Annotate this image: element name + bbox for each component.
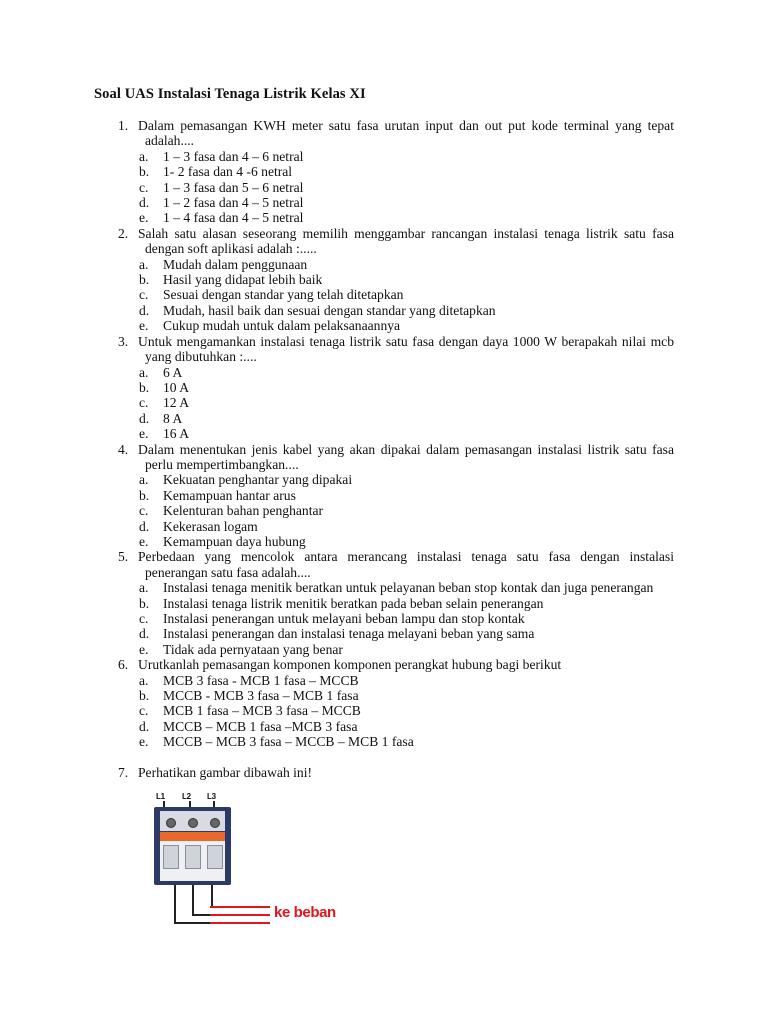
option-text: Instalasi penerangan dan instalasi tenaga melayani beban yang sama <box>163 626 535 642</box>
question-spacer <box>118 750 674 765</box>
answer-option <box>118 719 674 734</box>
answer-option <box>118 596 674 611</box>
phase-label-l3: L3 <box>207 792 216 801</box>
answer-options <box>118 365 674 442</box>
output-wire-3-vertical <box>211 885 213 907</box>
mcb-3-phase-image <box>154 807 231 885</box>
answer-option <box>118 503 674 518</box>
option-text: 1- 2 fasa dan 4 -6 netral <box>163 164 293 180</box>
option-text: Kekerasan logam <box>163 518 258 534</box>
option-letter: a. <box>139 580 149 596</box>
answer-option <box>118 195 674 210</box>
question-number: 4. <box>118 441 129 457</box>
option-letter: c. <box>139 703 149 719</box>
question-number: 3. <box>118 333 129 349</box>
question-number: 1. <box>118 118 129 133</box>
mcb-lever-3 <box>207 845 223 869</box>
load-label: ke beban <box>274 904 336 921</box>
option-letter: d. <box>139 195 150 211</box>
option-text: Instalasi penerangan untuk melayani beban lampu dan stop kontak <box>163 611 525 626</box>
option-letter: c. <box>139 395 149 411</box>
question-2 <box>118 226 674 334</box>
answer-option <box>118 688 674 703</box>
question-5 <box>118 549 674 657</box>
load-line-1 <box>210 906 270 908</box>
option-letter: c. <box>139 611 149 626</box>
question-7 <box>118 765 674 780</box>
option-letter: b. <box>139 379 150 395</box>
load-line-2 <box>210 914 270 916</box>
option-letter: a. <box>139 256 149 272</box>
answer-option <box>118 149 674 164</box>
option-letter: e. <box>139 426 149 442</box>
option-letter: e. <box>139 210 149 226</box>
option-letter: d. <box>139 718 150 734</box>
option-text: Tidak ada pernyataan yang benar <box>163 641 343 657</box>
answer-option <box>118 411 674 426</box>
answer-option <box>118 534 674 549</box>
option-text: Mudah dalam penggunaan <box>163 256 308 272</box>
option-text: Mudah, hasil baik dan sesuai dengan standar yang ditetapkan <box>163 302 496 318</box>
option-text: Sesuai dengan standar yang telah ditetapkan <box>163 287 404 303</box>
answer-option <box>118 272 674 287</box>
answer-option <box>118 580 674 595</box>
option-text: 6 A <box>163 364 183 380</box>
answer-options <box>118 472 674 549</box>
option-text: MCB 1 fasa – MCB 3 fasa – MCCB <box>163 703 361 719</box>
answer-option <box>118 642 674 657</box>
answer-options <box>118 580 674 657</box>
question-3 <box>118 334 674 442</box>
question-number: 7. <box>118 764 129 780</box>
answer-option <box>118 395 674 410</box>
question-1 <box>118 118 674 226</box>
option-text: 16 A <box>163 426 190 442</box>
answer-option <box>118 703 674 718</box>
phase-label-l2: L2 <box>182 792 191 801</box>
mcb-terminal-block <box>160 811 225 831</box>
option-text: 12 A <box>163 395 190 411</box>
option-text: Instalasi tenaga menitik beratkan untuk pelayanan beban stop kontak dan juga penerangan <box>163 580 654 596</box>
question-4 <box>118 442 674 550</box>
option-text: 1 – 2 fasa dan 4 – 5 netral <box>163 195 304 211</box>
option-text: 1 – 4 fasa dan 4 – 5 netral <box>163 210 304 226</box>
answer-option <box>118 287 674 302</box>
terminal-screw-3 <box>210 818 220 828</box>
question-list <box>118 118 674 780</box>
answer-option <box>118 734 674 749</box>
option-text: Hasil yang didapat lebih baik <box>163 272 323 288</box>
answer-option <box>118 257 674 272</box>
answer-option <box>118 180 674 195</box>
terminal-screw-2 <box>188 818 198 828</box>
option-text: 1 – 3 fasa dan 5 – 6 netral <box>163 179 304 195</box>
output-wire-2-vertical <box>192 885 194 915</box>
option-letter: d. <box>139 518 150 534</box>
mcb-brand-strip <box>160 832 225 841</box>
answer-option <box>118 164 674 179</box>
option-letter: c. <box>139 287 149 303</box>
question-number: 5. <box>118 549 129 565</box>
answer-option <box>118 210 674 225</box>
question-number: 2. <box>118 225 129 241</box>
option-text: Kemampuan hantar arus <box>163 487 296 503</box>
output-wire-1-vertical <box>174 885 176 923</box>
question-text: Dalam pemasangan KWH meter satu fasa urutan input dan out put kode terminal yang tepat adalah.... <box>138 118 674 149</box>
answer-options <box>118 673 674 750</box>
option-text: Cukup mudah untuk dalam pelaksanaannya <box>163 318 401 334</box>
option-letter: b. <box>139 164 150 180</box>
option-text: Instalasi tenaga listrik menitik beratkan pada beban selain penerangan <box>163 595 544 611</box>
question-6 <box>118 657 674 749</box>
option-letter: d. <box>139 302 150 318</box>
answer-option <box>118 626 674 641</box>
answer-option <box>118 673 674 688</box>
answer-options <box>118 149 674 226</box>
option-letter: b. <box>139 595 150 611</box>
answer-option <box>118 472 674 487</box>
option-letter: b. <box>139 272 150 288</box>
option-text: MCCB – MCB 3 fasa – MCCB – MCB 1 fasa <box>163 734 414 750</box>
option-letter: a. <box>139 472 149 488</box>
output-wire-1-horizontal <box>174 922 214 924</box>
question-text: Perbedaan yang mencolok antara merancang instalasi tenaga satu fasa dengan instalasi penerangan satu fasa adalah.... <box>138 549 674 580</box>
terminal-screw-1 <box>166 818 176 828</box>
answer-option <box>118 519 674 534</box>
option-letter: d. <box>139 626 150 642</box>
answer-options <box>118 257 674 334</box>
option-text: 10 A <box>163 379 190 395</box>
answer-option <box>118 303 674 318</box>
question-text: Urutkanlah pemasangan komponen komponen perangkat hubung bagi berikut <box>138 657 562 673</box>
question-number: 6. <box>118 657 129 673</box>
option-letter: a. <box>139 364 149 380</box>
option-letter: b. <box>139 487 150 503</box>
mcb-lever-2 <box>185 845 201 869</box>
question-text: Perhatikan gambar dibawah ini! <box>138 764 313 780</box>
mcb-figure <box>150 792 370 932</box>
answer-option <box>118 318 674 333</box>
question-text: Untuk mengamankan instalasi tenaga listrik satu fasa dengan daya 1000 W berapakah nilai mcb yang dibutuhkan :.... <box>138 333 674 365</box>
option-text: 8 A <box>163 410 183 426</box>
option-letter: e. <box>139 641 149 657</box>
option-letter: e. <box>139 318 149 334</box>
answer-option <box>118 380 674 395</box>
option-letter: c. <box>139 503 149 519</box>
option-letter: a. <box>139 148 149 164</box>
answer-option <box>118 426 674 441</box>
document-title: Soal UAS Instalasi Tenaga Listrik Kelas XI <box>94 86 366 102</box>
answer-option <box>118 365 674 380</box>
mcb-lever-1 <box>163 845 179 869</box>
option-letter: e. <box>139 734 149 750</box>
answer-option <box>118 488 674 503</box>
option-text: MCB 3 fasa - MCB 1 fasa – MCCB <box>163 672 359 688</box>
option-text: MCCB – MCB 1 fasa –MCB 3 fasa <box>163 718 358 734</box>
phase-label-l1: L1 <box>156 792 165 801</box>
option-letter: b. <box>139 688 150 704</box>
load-line-3 <box>210 922 270 924</box>
option-text: 1 – 3 fasa dan 4 – 6 netral <box>163 148 304 164</box>
option-letter: e. <box>139 533 149 549</box>
option-letter: a. <box>139 672 149 688</box>
option-text: Kekuatan penghantar yang dipakai <box>163 472 353 488</box>
question-text: Dalam menentukan jenis kabel yang akan dipakai dalam pemasangan instalasi listrik satu fasa perlu mempertimbangkan.... <box>138 441 674 472</box>
question-text: Salah satu alasan seseorang memilih menggambar rancangan instalasi tenaga listrik satu fasa dengan soft aplikasi adalah :..... <box>138 225 674 257</box>
option-text: Kemampuan daya hubung <box>163 533 306 549</box>
option-letter: d. <box>139 410 150 426</box>
option-text: MCCB - MCB 3 fasa – MCB 1 fasa <box>163 688 359 704</box>
answer-option <box>118 611 674 626</box>
option-letter: c. <box>139 179 149 195</box>
option-text: Kelenturan bahan penghantar <box>163 503 324 519</box>
